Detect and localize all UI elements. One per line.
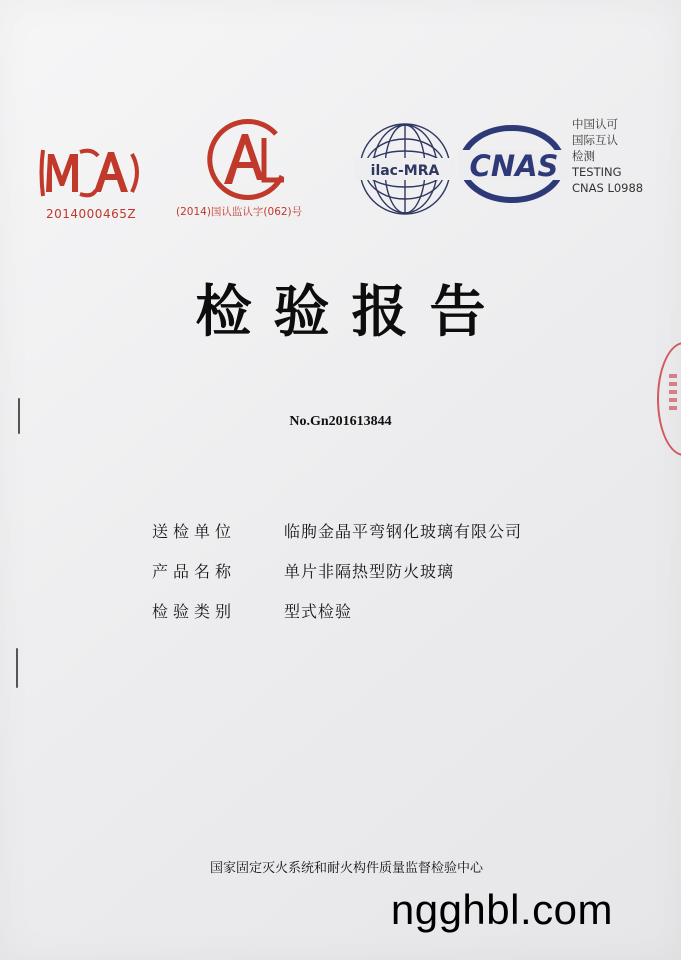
cnas-line: 检测 [572, 149, 595, 163]
cnas-accreditation-text [572, 116, 643, 196]
cnas-line: CNAS L0988 [572, 181, 644, 195]
cal-code: (2014)国认监认字(062)号 [176, 206, 303, 218]
cma-code: 2014000465Z [46, 207, 137, 221]
watermark: ngghbl.com [390, 886, 613, 933]
report-info [152, 510, 522, 630]
info-value: 临朐金晶平弯钢化玻璃有限公司 [284, 521, 523, 541]
cma-logo [40, 142, 144, 202]
cnas-line: 国际互认 [572, 133, 618, 147]
binding-mark [18, 398, 20, 434]
stamp-edge [657, 342, 681, 456]
cal-logo [198, 118, 294, 200]
report-title: 检验报告 [195, 280, 508, 345]
svg-text:ilac-MRA: ilac-MRA [370, 163, 440, 179]
info-value: 型式检验 [284, 601, 353, 621]
info-label: 检验类别 [152, 601, 237, 621]
info-label: 送检单位 [152, 521, 237, 541]
report-number: No.Gn201613844 [289, 414, 392, 429]
info-row-type [152, 590, 522, 630]
svg-text:CNAS: CNAS [469, 149, 559, 183]
binding-mark [16, 648, 18, 688]
info-label: 产品名称 [152, 561, 237, 581]
info-row-product [152, 550, 522, 590]
ilac-mra-logo [355, 120, 455, 218]
issuing-organization: 国家固定灭火系统和耐火构件质量监督检验中心 [209, 861, 483, 876]
cnas-logo [458, 124, 570, 204]
cnas-line: TESTING [572, 165, 622, 179]
info-row-client [152, 510, 522, 550]
info-value: 单片非隔热型防火玻璃 [284, 561, 455, 581]
cnas-line: 中国认可 [572, 117, 618, 131]
